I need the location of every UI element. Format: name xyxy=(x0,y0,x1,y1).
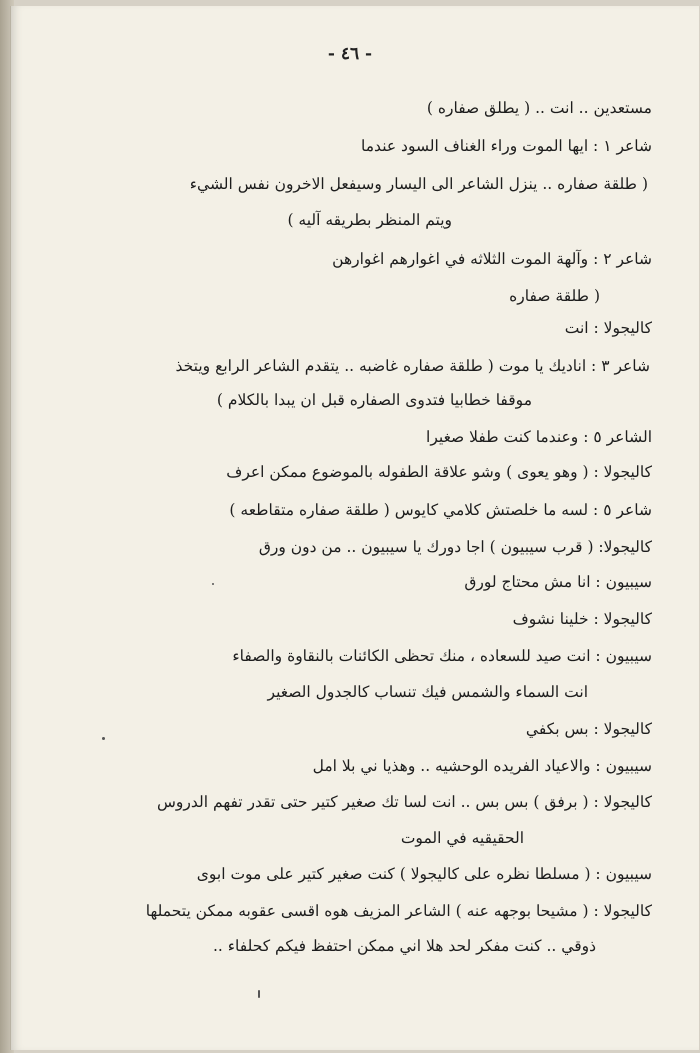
text-line: سيبيون : ( مسلطا نظره على كاليجولا ) كنت صغير كتير على موت ابوى xyxy=(196,865,652,883)
text-line: ويتم المنظر بطريقه آليه ) xyxy=(287,211,452,229)
text-line: ( طلقة صفاره .. ينزل الشاعر الى اليسار وسيفعل الاخرون نفس الشيء xyxy=(189,175,648,193)
text-line: شاعر ٢ : وآلهة الموت الثلاثه في اغوارهم اغوارهن xyxy=(332,250,652,268)
text-line: كاليجولا : ( برفق ) بس بس .. انت لسا تك صغير كتير حتى تقدر تفهم الدروس xyxy=(157,793,652,811)
ink-speck xyxy=(212,583,214,585)
text-line: ذوقي .. كنت مفكر لحد هلا اني ممكن احتفظ فيكم كحلفاء .. xyxy=(212,937,596,955)
page-number: - ٤٦ - xyxy=(327,44,373,64)
text-line: الشاعر ٥ : وعندما كنت طفلا صغيرا xyxy=(426,428,652,446)
text-line: كاليجولا: ( قرب سيبيون ) اجا دورك يا سيبيون .. من دون ورق xyxy=(258,538,652,556)
text-line: ( طلقة صفاره xyxy=(509,287,600,305)
text-line: سيبيون : انا مش محتاج لورق xyxy=(464,573,652,591)
text-line: سيبيون : انت صيد للسعاده ، منك تحظى الكائنات بالنقاوة والصفاء xyxy=(232,647,652,665)
text-line: كاليجولا : ( وهو يعوى ) وشو علاقة الطفوله بالموضوع ممكن اعرف xyxy=(226,463,652,481)
ink-speck xyxy=(258,990,260,998)
text-line: شاعر ٣ : اناديك يا موت ( طلقة صفاره غاضبه .. يتقدم الشاعر الرابع ويتخذ xyxy=(175,357,650,375)
text-line: كاليجولا : انت xyxy=(564,319,652,337)
ink-speck xyxy=(102,737,105,740)
text-line: شاعر ١ : ايها الموت وراء الغناف السود عندما xyxy=(361,137,652,155)
text-line: انت السماء والشمس فيك تنساب كالجدول الصغير xyxy=(267,683,588,701)
document-page xyxy=(10,6,699,1050)
text-line: موقفا خطابيا فتدوى الصفاره قبل ان يبدا بالكلام ) xyxy=(216,391,532,409)
text-line: كاليجولا : ( مشيحا بوجهه عنه ) الشاعر المزيف هوه اقسى عقوبه ممكن يتحملها xyxy=(145,902,652,920)
text-line: سيبيون : والاعياد الفريده الوحشيه .. وهذيا ني بلا امل xyxy=(312,757,652,775)
text-line: مستعدين .. انت .. ( يطلق صفاره ) xyxy=(426,99,652,117)
text-line: الحقيقيه في الموت xyxy=(400,829,524,847)
text-line: كاليجولا : خلينا نشوف xyxy=(512,610,652,628)
text-line: شاعر ٥ : لسه ما خلصتش كلامي كايوس ( طلقة صفاره متقاطعه ) xyxy=(229,501,652,519)
text-line: كاليجولا : بس بكفي xyxy=(525,720,652,738)
